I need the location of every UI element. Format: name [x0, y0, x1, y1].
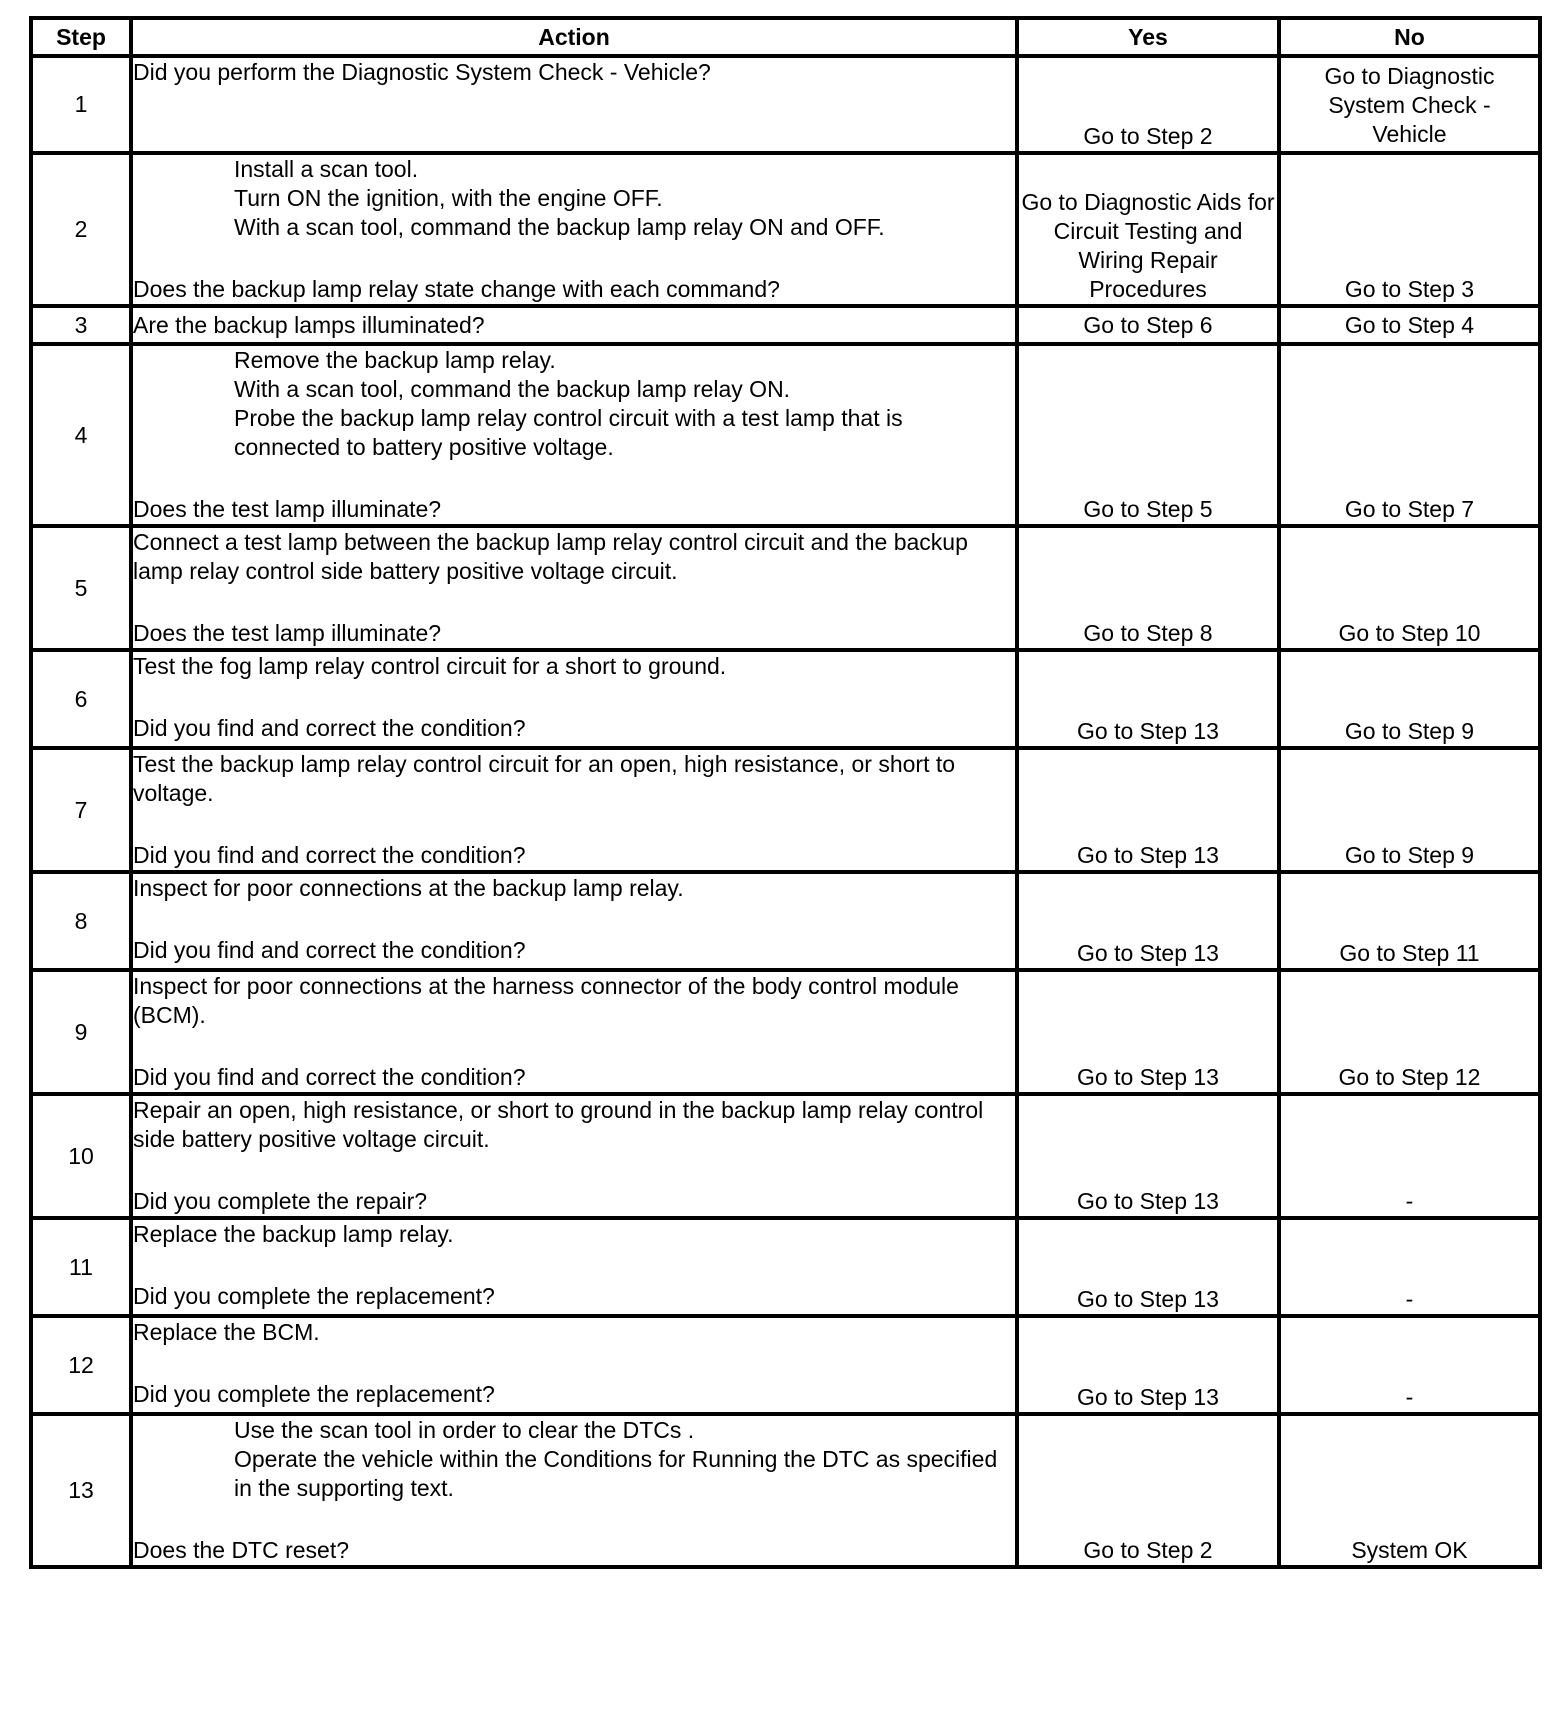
yes-cell: Go to Step 13 — [1017, 1316, 1279, 1414]
no-cell: Go to Step 9 — [1279, 650, 1540, 748]
action-substep: Turn ON the ignition, with the engine OFF. — [234, 185, 663, 211]
step-number: 2 — [31, 153, 131, 306]
table-row — [31, 344, 1540, 526]
table-row — [31, 306, 1540, 344]
no-cell: - — [1279, 1218, 1540, 1316]
diagnostic-table — [29, 16, 1542, 1569]
action-text: Inspect for poor connections at the harness connector of the body control module (BCM). — [133, 973, 959, 1028]
step-number: 13 — [31, 1414, 131, 1567]
yes-cell: Go to Step 13 — [1017, 1218, 1279, 1316]
action-cell — [131, 1218, 1017, 1316]
step-number: 1 — [31, 56, 131, 153]
table-row — [31, 1218, 1540, 1316]
no-cell: Go to Step 10 — [1279, 526, 1540, 650]
action-cell — [131, 306, 1017, 344]
action-cell — [131, 344, 1017, 526]
action-cell — [131, 650, 1017, 748]
action-cell — [131, 872, 1017, 970]
action-question: Did you find and correct the condition? — [133, 1064, 526, 1090]
no-cell: - — [1279, 1316, 1540, 1414]
no-cell: Go to Step 12 — [1279, 970, 1540, 1094]
no-cell: - — [1279, 1094, 1540, 1218]
step-number: 9 — [31, 970, 131, 1094]
table-row — [31, 650, 1540, 748]
action-question: Did you find and correct the condition? — [133, 715, 526, 741]
action-question: Does the backup lamp relay state change with each command? — [133, 276, 780, 302]
action-text: Replace the BCM. — [133, 1319, 320, 1345]
table-row — [31, 748, 1540, 872]
no-cell: Go to Diagnostic System Check - Vehicle — [1279, 56, 1540, 153]
action-question: Did you complete the replacement? — [133, 1381, 495, 1407]
action-cell — [131, 1094, 1017, 1218]
no-cell: Go to Step 11 — [1279, 872, 1540, 970]
action-cell — [131, 526, 1017, 650]
no-cell: Go to Step 7 — [1279, 344, 1540, 526]
no-cell: Go to Step 3 — [1279, 153, 1540, 306]
spacer — [133, 1249, 1015, 1282]
spacer — [133, 903, 1015, 936]
header-step: Step — [31, 18, 131, 56]
header-no: No — [1279, 18, 1540, 56]
action-question: Does the test lamp illuminate? — [133, 620, 442, 646]
step-number: 6 — [31, 650, 131, 748]
action-substep: Use the scan tool in order to clear the DTCs . — [234, 1417, 695, 1443]
step-number: 12 — [31, 1316, 131, 1414]
action-substep: Probe the backup lamp relay control circuit with a test lamp that is connected to battery positive voltage. — [234, 405, 903, 460]
step-number: 8 — [31, 872, 131, 970]
spacer — [133, 808, 1015, 841]
yes-cell: Go to Step 6 — [1017, 306, 1279, 344]
yes-cell: Go to Step 13 — [1017, 1094, 1279, 1218]
step-number: 10 — [31, 1094, 131, 1218]
table-row — [31, 970, 1540, 1094]
action-question: Did you complete the repair? — [133, 1188, 428, 1214]
action-cell — [131, 748, 1017, 872]
step-number: 11 — [31, 1218, 131, 1316]
spacer — [133, 242, 1015, 275]
action-text: Repair an open, high resistance, or short to ground in the backup lamp relay control side battery positive voltage circuit. — [133, 1097, 984, 1152]
spacer — [133, 462, 1015, 495]
action-question: Did you complete the replacement? — [133, 1283, 495, 1309]
action-substep: With a scan tool, command the backup lamp relay ON and OFF. — [234, 214, 885, 240]
spacer — [133, 1503, 1015, 1536]
table-row — [31, 526, 1540, 650]
action-cell — [131, 1414, 1017, 1567]
table-row — [31, 872, 1540, 970]
action-cell — [131, 970, 1017, 1094]
action-text: Test the fog lamp relay control circuit for a short to ground. — [133, 653, 727, 679]
action-text: Replace the backup lamp relay. — [133, 1221, 454, 1247]
no-cell: System OK — [1279, 1414, 1540, 1567]
yes-cell: Go to Step 8 — [1017, 526, 1279, 650]
action-text: Did you perform the Diagnostic System Check - Vehicle? — [133, 59, 711, 85]
action-substep: Operate the vehicle within the Conditions for Running the DTC as specified in the supporting text. — [234, 1446, 998, 1501]
table-row — [31, 153, 1540, 306]
header-row — [31, 18, 1540, 56]
header-action: Action — [131, 18, 1017, 56]
action-text: Inspect for poor connections at the backup lamp relay. — [133, 875, 684, 901]
step-number: 4 — [31, 344, 131, 526]
action-text: Are the backup lamps illuminated? — [133, 311, 485, 338]
spacer — [133, 586, 1015, 619]
table-row — [31, 1414, 1540, 1567]
step-number: 7 — [31, 748, 131, 872]
action-substep: Remove the backup lamp relay. — [234, 347, 556, 373]
action-cell — [131, 153, 1017, 306]
yes-cell: Go to Step 13 — [1017, 872, 1279, 970]
action-question: Did you find and correct the condition? — [133, 842, 526, 868]
no-cell: Go to Step 9 — [1279, 748, 1540, 872]
header-yes: Yes — [1017, 18, 1279, 56]
step-number: 5 — [31, 526, 131, 650]
yes-cell: Go to Step 2 — [1017, 56, 1279, 153]
spacer — [133, 1154, 1015, 1187]
step-number: 3 — [31, 306, 131, 344]
action-question: Does the DTC reset? — [133, 1537, 350, 1563]
action-substep: With a scan tool, command the backup lamp relay ON. — [234, 376, 791, 402]
action-substep: Install a scan tool. — [234, 156, 419, 182]
spacer — [133, 1347, 1015, 1380]
yes-cell: Go to Step 2 — [1017, 1414, 1279, 1567]
yes-cell: Go to Step 13 — [1017, 970, 1279, 1094]
action-question: Did you find and correct the condition? — [133, 937, 526, 963]
action-cell — [131, 56, 1017, 153]
action-text: Test the backup lamp relay control circuit for an open, high resistance, or short to voltage. — [133, 751, 956, 806]
table-row — [31, 1316, 1540, 1414]
action-text: Connect a test lamp between the backup lamp relay control circuit and the backup lamp relay control side battery positive voltage circuit. — [133, 529, 968, 584]
yes-cell: Go to Diagnostic Aids for Circuit Testing and Wiring Repair Procedures — [1017, 153, 1279, 306]
yes-cell: Go to Step 13 — [1017, 650, 1279, 748]
no-cell: Go to Step 4 — [1279, 306, 1540, 344]
action-cell — [131, 1316, 1017, 1414]
action-question: Does the test lamp illuminate? — [133, 496, 442, 522]
yes-cell: Go to Step 5 — [1017, 344, 1279, 526]
table-row — [31, 56, 1540, 153]
spacer — [133, 681, 1015, 714]
yes-cell: Go to Step 13 — [1017, 748, 1279, 872]
table-row — [31, 1094, 1540, 1218]
spacer — [133, 1030, 1015, 1063]
